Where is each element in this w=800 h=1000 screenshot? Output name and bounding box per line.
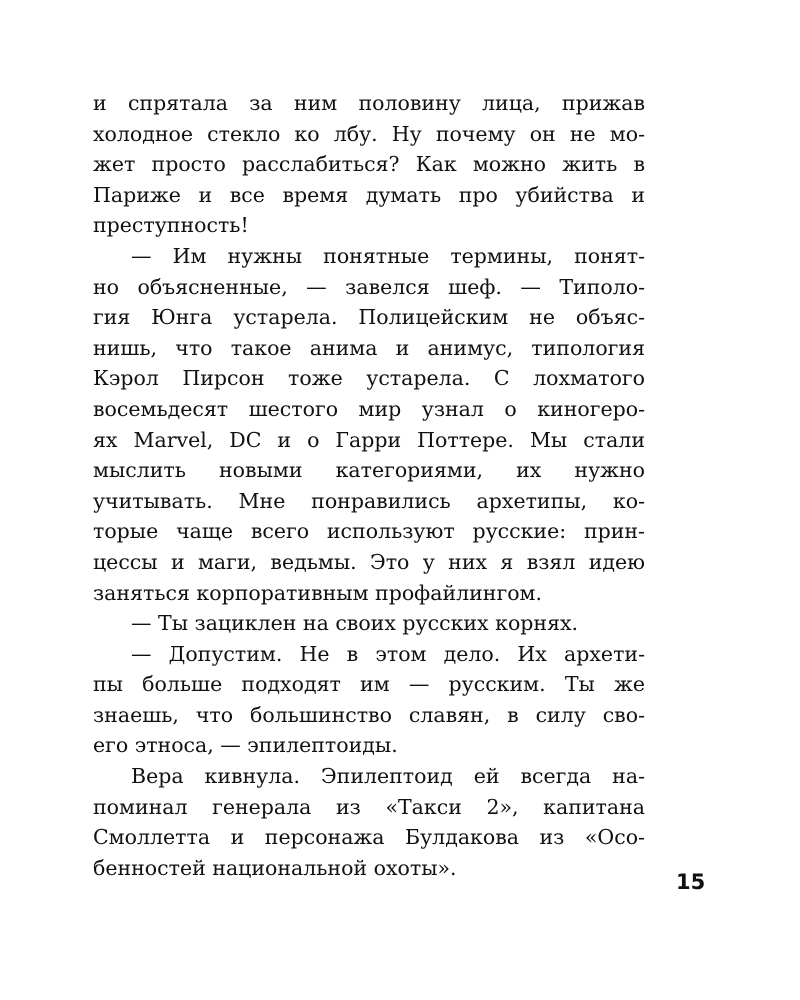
text-line: знаешь, что большинство славян, в силу сво-	[93, 702, 645, 727]
text-line: бенностей национальной охоты».	[93, 855, 457, 880]
text-line: заняться корпоративным профайлингом.	[93, 580, 542, 605]
text-line: жет просто расслабиться? Как можно жить в	[93, 152, 645, 177]
text-line: Кэрол Пирсон тоже устарела. С лохматого	[93, 366, 645, 391]
text-line: учитывать. Мне понравились архетипы, ко-	[93, 488, 645, 513]
text-line: нишь, что такое анима и анимус, типология	[93, 335, 645, 360]
text-line: Вера кивнула. Эпилептоид ей всегда на-	[131, 764, 645, 789]
text-line: — Им нужны понятные термины, понят-	[131, 243, 645, 268]
text-line: Париже и все время думать про убийства и	[93, 182, 645, 207]
text-line: но объясненные, — завелся шеф. — Типоло-	[93, 274, 645, 299]
text-line: мыслить новыми категориями, их нужно	[93, 458, 645, 483]
text-line: пы больше подходят им — русским. Ты же	[93, 672, 645, 697]
page-number: 15	[676, 870, 706, 894]
text-line: холодное стекло ко лбу. Ну почему он не мо-	[93, 121, 645, 146]
text-line: — Допустим. Не в этом дело. Их архети-	[131, 641, 645, 666]
text-line: цессы и маги, ведьмы. Это у них я взял идею	[93, 549, 645, 574]
text-line: поминал генерала из «Такси 2», капитана	[93, 794, 645, 819]
text-line: и спрятала за ним половину лица, прижав	[93, 91, 645, 115]
text-line: — Ты зациклен на своих русских корнях.	[131, 611, 579, 636]
text-line: его этноса, — эпилептоиды.	[93, 733, 398, 758]
text-line: ях Marvel, DC и о Гарри Поттере. Мы стали	[93, 427, 645, 452]
page-body-text	[93, 88, 645, 883]
text-line: преступность!	[93, 213, 249, 238]
text-line: торые чаще всего используют русские: прин-	[93, 519, 645, 544]
text-line: Смоллетта и персонажа Булдакова из «Осо-	[93, 825, 645, 850]
text-line: восемьдесят шестого мир узнал о киногеро-	[93, 396, 645, 421]
text-line: гия Юнга устарела. Полицейским не объяс-	[93, 305, 645, 330]
